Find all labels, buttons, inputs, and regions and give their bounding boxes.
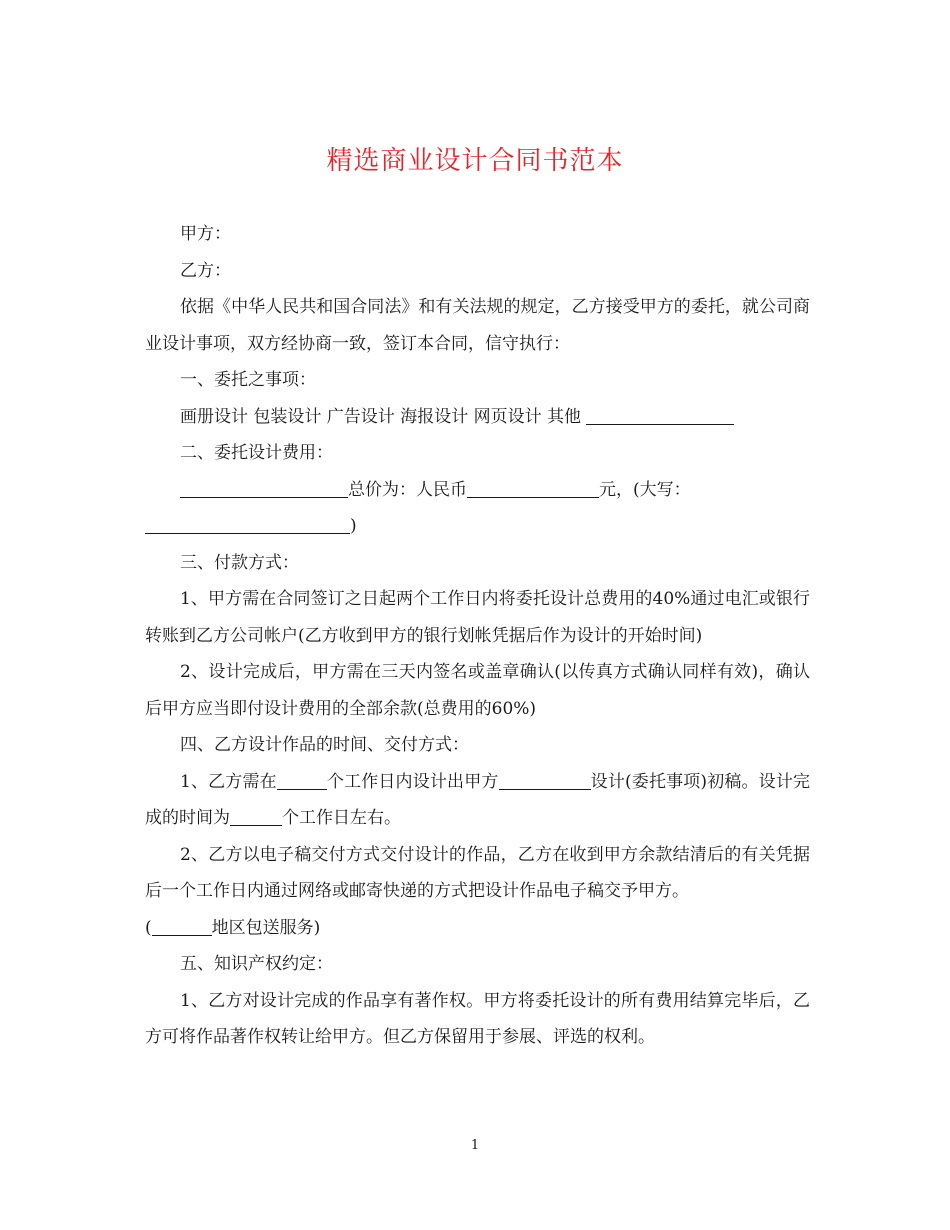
item-text: 个工作日内设计出甲方 [326, 771, 499, 792]
item-text: 个工作日左右。 [282, 808, 401, 828]
section-2-heading: 二、委托设计费用： [180, 443, 333, 463]
item-text: 设计(委托事项)初稿。设计完成的时间为 [145, 771, 810, 828]
section-2-fee [145, 472, 810, 545]
section-1-items [145, 399, 810, 436]
intro-paragraph: 依据《中华人民共和国合同法》和有关法规的规定，乙方接受甲方的委托，就公司商业设计事项，双方经协商一致，签订本合同，信守执行： [145, 297, 810, 354]
party-b-line: 乙方： [180, 260, 231, 281]
days-blank[interactable] [277, 769, 327, 790]
section-4-heading: 四、乙方设计作品的时间、交付方式： [180, 735, 469, 755]
section-4-item-2 [145, 837, 810, 947]
page-title: 精选商业设计合同书范本 [326, 146, 624, 176]
page-number: 1 [470, 1138, 480, 1153]
design-type-list: 画册设计 包装设计 广告设计 海报设计 网页设计 其他 [180, 406, 582, 427]
amount-blank[interactable] [467, 477, 599, 498]
section-4-item-1 [145, 764, 810, 837]
total-price-label: 总价为：人民币 [348, 479, 467, 500]
section-3-item-1: 1、甲方需在合同签订之日起两个工作日内将委托设计总费用的40%通过电汇或银行转账到乙方公司帐户(乙方收到甲方的银行划帐凭据后作为设计的开始时间) [145, 589, 810, 646]
item-text: 2、乙方以电子稿交付方式交付设计的作品，乙方在收到甲方余款结清后的有关凭据后一个工作日内通过网络或邮寄快递的方式把设计作品电子稿交予甲方。 [145, 844, 810, 901]
section-1-heading: 一、委托之事项： [180, 370, 316, 390]
days-total-blank[interactable] [230, 805, 282, 826]
section-3-item-2: 2、设计完成后，甲方需在三天内签名或盖章确认(以传真方式确认同样有效)，确认后甲方应当即付设计费用的全部余款(总费用的60%) [145, 662, 810, 719]
contract-body [145, 216, 810, 1056]
section-5-item-1: 1、乙方对设计完成的作品享有著作权。甲方将委托设计的所有费用结算完毕后，乙方可将作品著作权转让给甲方。但乙方保留用于参展、评选的权利。 [145, 990, 810, 1047]
region-blank[interactable] [152, 915, 212, 936]
section-5-heading: 五、知识产权约定： [180, 954, 333, 974]
item-text: 1、乙方需在 [180, 771, 277, 792]
amount-words-blank[interactable] [145, 513, 350, 534]
fee-item-blank[interactable] [180, 477, 348, 498]
section-3-heading: 三、付款方式： [180, 552, 299, 573]
party-a-line: 甲方： [180, 224, 231, 244]
item-text: 地区包送服务) [211, 917, 321, 938]
project-blank[interactable] [499, 769, 591, 790]
close-paren: ) [350, 516, 357, 536]
other-blank[interactable] [586, 404, 734, 425]
open-paren: ( [145, 917, 152, 938]
yuan-label: 元，(大写： [599, 479, 691, 500]
